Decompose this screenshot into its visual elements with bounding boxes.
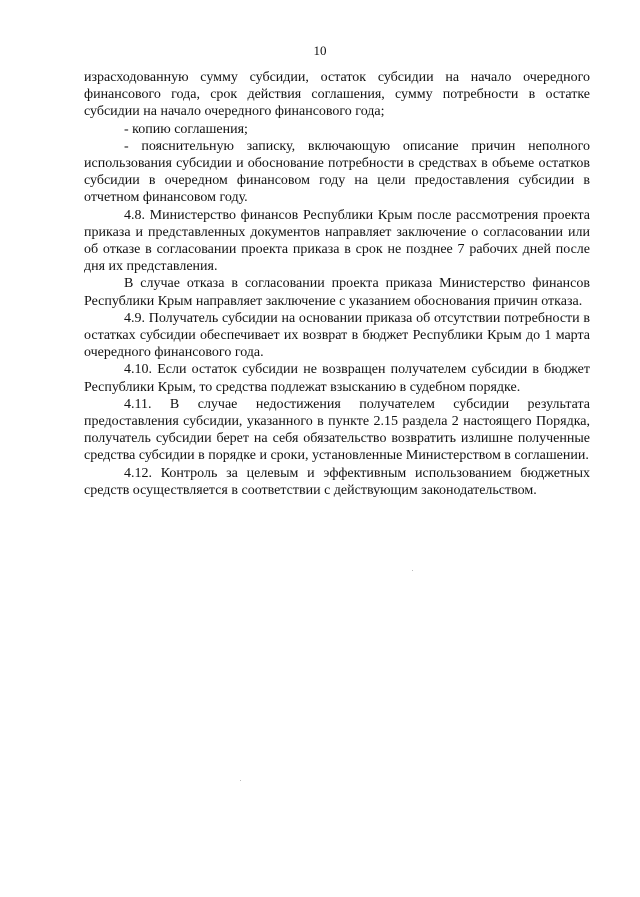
paragraph-refusal: В случае отказа в согласовании проекта приказа Министерство финансов Республики Крым направляет заключение с указанием обоснования причин отказа.: [84, 276, 590, 309]
document-body: [84, 69, 590, 499]
list-item-explanatory-note: - пояснительную записку, включающую описание причин неполного использования субсидии и обоснование потребности в средствах в объеме остатков субсидии в очередном финансовом году на цели предоставления субсидии в отчетном финансовом году.: [84, 138, 590, 206]
paragraph-4-9: 4.9. Получатель субсидии на основании приказа об отсутствии потребности в остатках субсидии обеспечивает их возврат в бюджет Республики Крым до 1 марта очередного финансового года.: [84, 310, 590, 361]
page-number: 10: [313, 43, 327, 58]
paragraph-4-10: 4.10. Если остаток субсидии не возвращен получателем субсидии в бюджет Республики Крым, то средства подлежат взысканию в судебном порядке.: [84, 362, 590, 395]
paragraph-4-8: 4.8. Министерство финансов Республики Крым после рассмотрения проекта приказа и представленных документов направляет заключение о согласовании или об отказе в согласовании проекта приказа в срок не позднее 7 рабочих дней после дня их представления.: [84, 207, 590, 275]
paragraph-4-11: 4.11. В случае недостижения получателем субсидии результата предоставления субсидии, указанного в пункте 2.15 раздела 2 настоящего Порядка, получатель субсидии берет на себя обязательство возвратить излишне полученные средства субсидии в порядке и сроки, установленные Министерством в соглашении.: [84, 396, 590, 464]
paragraph-continuation: израсходованную сумму субсидии, остаток субсидии на начало очередного финансового года, срок действия соглашения, сумму потребности в остатке субсидии на начало очередного финансового года;: [84, 70, 590, 120]
paragraph-4-12: 4.12. Контроль за целевым и эффективным использованием бюджетных средств осуществляется в соответствии с действующим законодательством.: [84, 465, 590, 498]
scan-speck: [412, 570, 413, 571]
list-item-agreement-copy: - копию соглашения;: [124, 121, 248, 137]
scan-speck: [240, 780, 241, 781]
